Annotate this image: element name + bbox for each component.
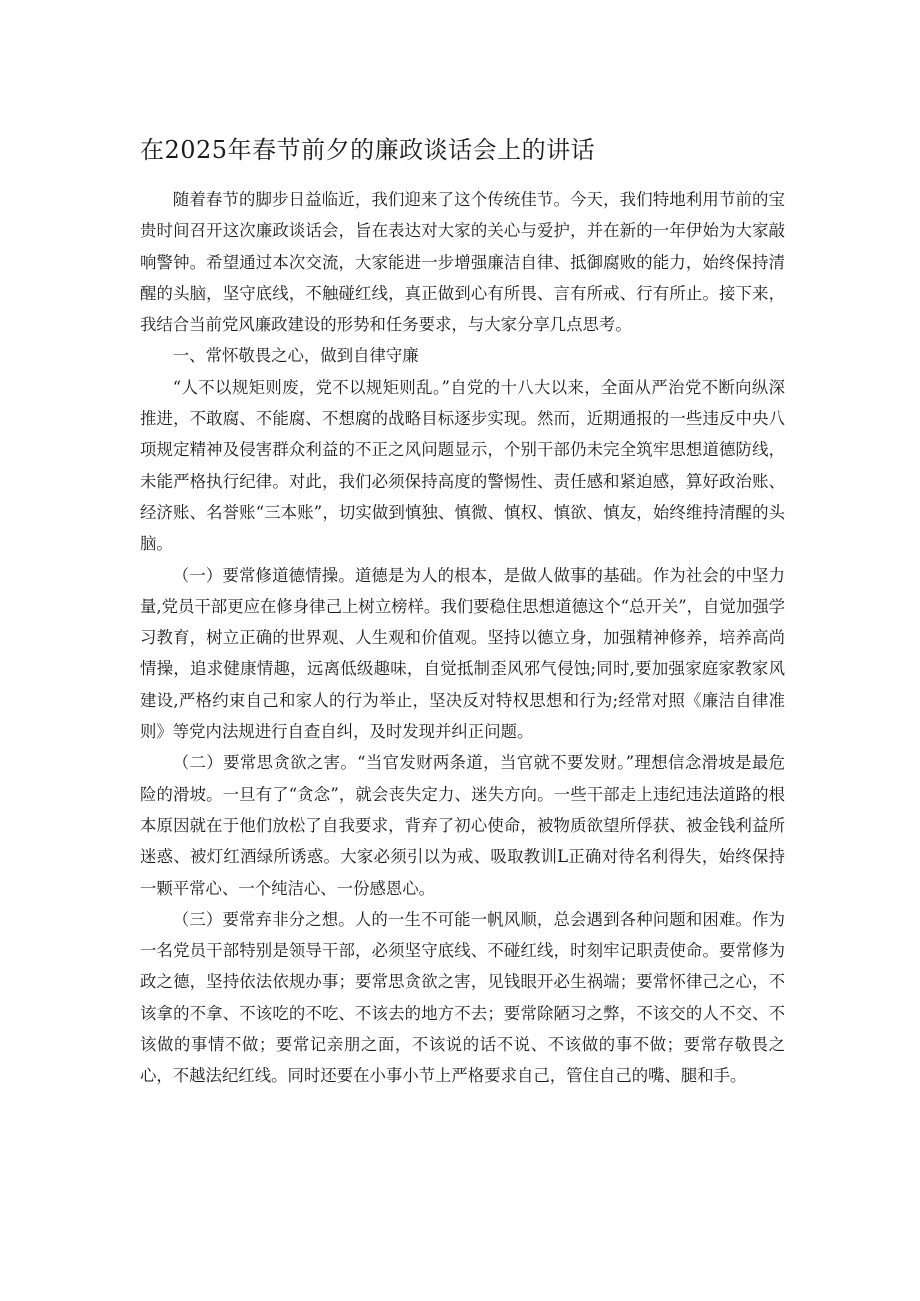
document-body xyxy=(140,184,785,1092)
subsection-2-paragraph: （二）要常思贪欲之害。“当官发财两条道，当官就不要发财。”理想信念滑坡是最危险的滑坡。一旦有了“贪念”，就会丧失定力、迷失方向。一些干部走上违纪违法道路的根本原因就在于他们放松了自我要求，背弃了初心使命，被物质欲望所俘获、被金钱利益所迷惑、被灯红酒绿所诱惑。大家必须引以为戒、吸取教训L正确对待名利得失，始终保持一颗平常心、一个纯洁心、一份感恩心。 xyxy=(140,753,785,898)
section-heading-1: 一、常怀敬畏之心，做到自律守廉 xyxy=(172,346,419,366)
section-1-paragraph: “人不以规矩则废，党不以规矩则乱。”自党的十八大以来，全面从严治党不断向纵深推进，不敢腐、不能腐、不想腐的战略目标逐步实现。然而，近期通报的一些违反中央八项规定精神及侵害群众利益的不正之风问题显示，个别干部仍未完全筑牢思想道德防线，未能严格执行纪律。对此，我们必须保持高度的警惕性、责任感和紧迫感，算好政治账、经济账、名誉账“三本账”，切实做到慎独、慎微、慎权、慎欲、慎友，始终维持清醒的头脑。 xyxy=(140,377,785,554)
subsection-1-paragraph: （一）要常修道德情操。道德是为人的根本，是做人做事的基础。作为社会的中坚力量,党员干部更应在修身律己上树立榜样。我们要稳住思想道德这个“总开关”，自觉加强学习教育，树立正确的世界观、人生观和价值观。坚持以德立身，加强精神修养，培养高尚情操，追求健康情趣，远离低级趣味，自觉抵制歪风邪气侵蚀;同时,要加强家庭家教家风建设,严格约束自己和家人的行为举止，坚决反对特权思想和行为;经常对照《廉洁自律准则》等党内法规进行自查自纠，及时发现并纠正问题。 xyxy=(140,565,785,742)
subsection-3-paragraph: （三）要常弃非分之想。人的一生不可能一帆风顺，总会遇到各种问题和困难。作为一名党员干部特别是领导干部，必须坚守底线、不碰红线，时刻牢记职责使命。要常修为政之德，坚持依法依规办事；要常思贪欲之害，见钱眼开必生祸端；要常怀律己之心，不该拿的不拿、不该吃的不吃、不该去的地方不去；要常除陋习之弊，不该交的人不交、不该做的事情不做；要常记亲朋之面，不该说的话不说、不该做的事不做；要常存敬畏之心，不越法纪红线。同时还要在小事小节上严格要求自己，管住自己的嘴、腿和手。 xyxy=(140,909,785,1086)
intro-paragraph: 随着春节的脚步日益临近，我们迎来了这个传统佳节。今天，我们特地利用节前的宝贵时间召开这次廉政谈话会，旨在表达对大家的关心与爱护，并在新的一年伊始为大家敲响警钟。希望通过本次交流，大家能进一步增强廉洁自律、抵御腐败的能力，始终保持清醒的头脑，坚守底线，不触碰红线，真正做到心有所畏、言有所戒、行有所止。接下来，我结合当前党风廉政建设的形势和任务要求，与大家分享几点思考。 xyxy=(140,190,785,335)
document-title: 在2025年春节前夕的廉政谈话会上的讲话 xyxy=(140,136,596,164)
